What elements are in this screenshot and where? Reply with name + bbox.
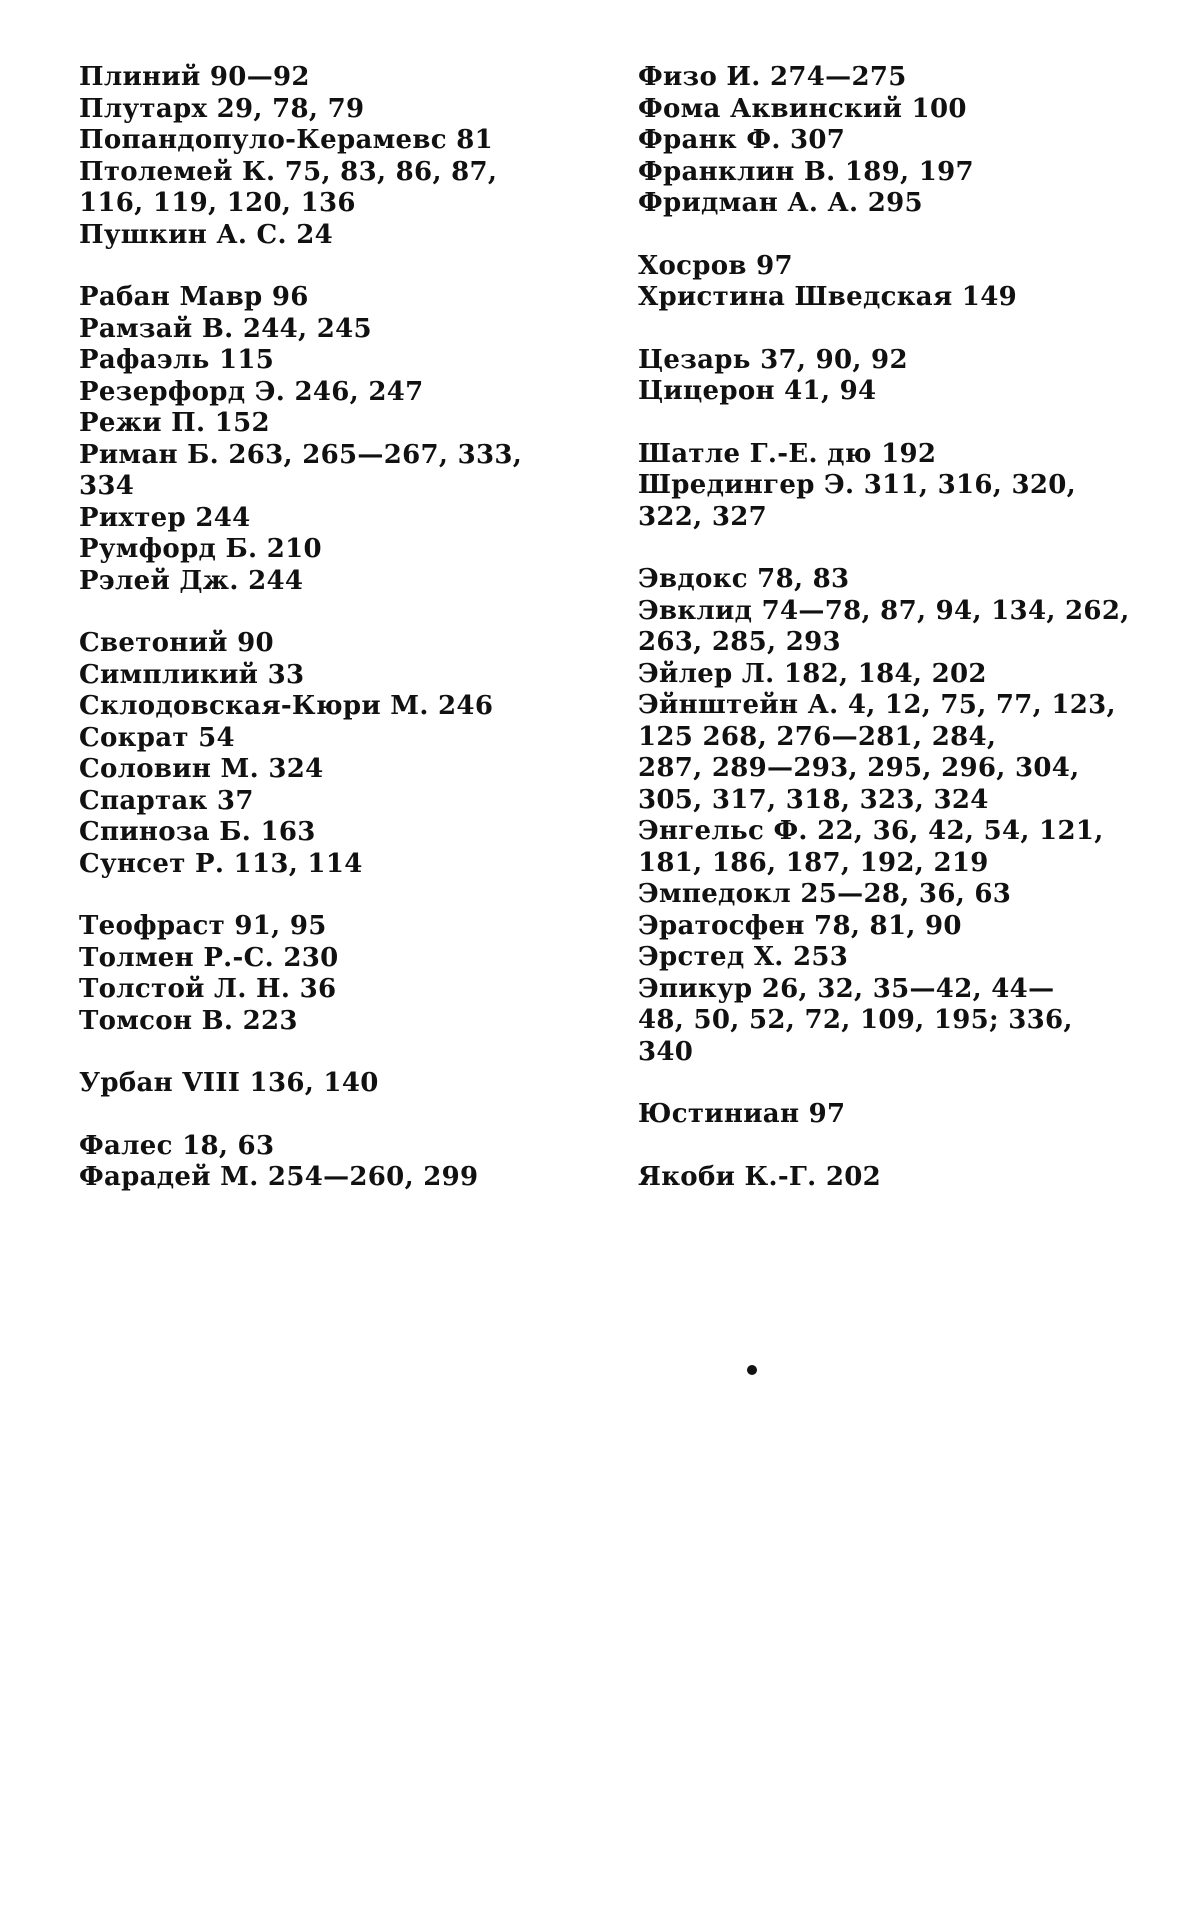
index-entry-text: Склодовская-Кюри М. 246 [79,691,494,721]
index-entry [638,439,1138,471]
index-entry [638,690,1138,816]
index-entry [638,1099,1138,1131]
index-entry-text: Фридман А. А. 295 [638,188,923,218]
index-entry-text: Сунсет Р. 113, 114 [79,848,363,879]
index-entry-text: Томсон В. 223 [79,1005,298,1036]
index-entry-text: Пушкин А. С. 24 [79,219,334,250]
index-entry-continuation: 48, 50, 52, 72, 109, 195; 336, [638,1005,1073,1035]
index-entry [638,251,1138,283]
index-entry [638,816,1138,879]
index-entry [638,911,1138,943]
index-entry [79,220,599,252]
index-entry-text: Спартак 37 [79,785,254,816]
index-entry-text: Режи П. 152 [79,408,270,438]
index-entry [79,503,599,535]
index-entry-text: Энгельс Ф. 22, 36, 42, 54, 121, [638,816,1104,846]
index-entry-text: Эвклид 74—78, 87, 94, 134, 262, [638,595,1130,626]
index-entry [79,817,599,849]
index-entry [79,628,599,660]
index-entry [638,125,1138,157]
index-entry-text: Эпикур 26, 32, 35—42, 44— [638,973,1055,1004]
index-entry-text: Рабан Мавр 96 [79,282,309,312]
index-entry-text: Сократ 54 [79,722,235,753]
index-entry-text: Эйлер Л. 182, 184, 202 [638,658,987,689]
index-entry-text: Цезарь 37, 90, 92 [638,344,908,375]
index-entry [638,62,1138,94]
index-entry-text: Христина Шведская 149 [638,282,1017,312]
index-letter-group [79,1068,599,1100]
index-entry [79,974,599,1006]
index-entry-continuation: 340 [638,1036,694,1067]
index-entry-text: Якоби К.-Г. 202 [638,1161,882,1192]
index-entry [79,408,599,440]
index-entry-continuation: 305, 317, 318, 323, 324 [638,784,989,815]
index-entry [79,660,599,692]
index-entry [638,942,1138,974]
index-entry-text: Фарадей М. 254—260, 299 [79,1162,479,1192]
index-entry-continuation: 263, 285, 293 [638,627,841,657]
index-entry [638,564,1138,596]
index-entry [79,691,599,723]
index-entry [79,911,599,943]
index-entry-text: Румфорд Б. 210 [79,534,322,564]
index-entry-continuation: 116, 119, 120, 136 [79,188,356,218]
index-entry [638,1162,1138,1194]
index-entry [79,1006,599,1038]
index-entry-text: Симпликий 33 [79,659,305,690]
index-letter-group [79,282,599,597]
index-column-left [79,62,599,1225]
index-entry [79,282,599,314]
index-entry [79,534,599,566]
index-entry-text: Физо И. 274—275 [638,62,907,92]
index-entry [79,125,599,157]
index-entry [638,596,1138,659]
index-entry [638,188,1138,220]
index-entry-text: Рихтер 244 [79,502,251,533]
index-entry-text: Эвдокс 78, 83 [638,564,850,594]
ink-speck [747,1365,757,1375]
index-entry [79,849,599,881]
index-letter-group [638,62,1138,220]
index-entry [79,754,599,786]
index-entry [79,1131,599,1163]
index-entry-continuation: 181, 186, 187, 192, 219 [638,847,989,878]
index-entry [79,1068,599,1100]
index-letter-group [638,345,1138,408]
index-entry [79,62,599,94]
index-entry-text: Эйнштейн А. 4, 12, 75, 77, 123, [638,690,1116,720]
index-entry [79,786,599,818]
index-letter-group [638,1099,1138,1131]
index-entry-text: Эрстед Х. 253 [638,942,849,972]
index-entry [79,94,599,126]
index-entry-text: Хосров 97 [638,250,793,281]
index-entry-text: Рамзай В. 244, 245 [79,313,372,344]
index-entry [79,566,599,598]
index-column-right [638,62,1138,1224]
index-entry [638,879,1138,911]
index-entry-text: Фома Аквинский 100 [638,93,967,124]
index-entry-text: Франк Ф. 307 [638,125,846,155]
index-letter-group [638,1162,1138,1194]
index-letter-group [79,628,599,880]
index-entry-text: Соловин М. 324 [79,754,324,784]
index-entry-text: Шатле Г.-Е. дю 192 [638,438,937,469]
index-entry-text: Эмпедокл 25—28, 36, 63 [638,879,1012,909]
index-entry [638,659,1138,691]
index-entry [79,723,599,755]
index-entry-continuation: 125 268, 276—281, 284, [638,721,997,752]
index-entry-text: Фалес 18, 63 [79,1130,275,1161]
index-entry [638,282,1138,314]
index-entry-text: Плутарх 29, 78, 79 [79,93,365,124]
index-entry-continuation: 322, 327 [638,501,768,532]
index-entry [638,470,1138,533]
index-entry-continuation: 334 [79,471,135,501]
index-entry-text: Цицерон 41, 94 [638,376,877,406]
index-entry-text: Резерфорд Э. 246, 247 [79,376,424,407]
index-entry-text: Рафаэль 115 [79,345,275,375]
index-letter-group [79,911,599,1037]
index-letter-group [638,439,1138,534]
index-entry [638,94,1138,126]
index-entry-text: Плиний 90—92 [79,62,310,92]
index-entry [638,974,1138,1069]
index-entry [79,943,599,975]
index-entry [79,345,599,377]
index-entry-text: Рэлей Дж. 244 [79,565,304,596]
index-entry-continuation: 287, 289—293, 295, 296, 304, [638,753,1080,783]
index-entry-text: Франклин В. 189, 197 [638,156,974,187]
index-entry [638,376,1138,408]
index-entry-text: Светоний 90 [79,628,274,658]
index-entry [638,157,1138,189]
index-entry [79,314,599,346]
index-letter-group [79,62,599,251]
index-entry-text: Спиноза Б. 163 [79,817,316,847]
index-entry [79,377,599,409]
index-entry-text: Юстиниан 97 [638,1099,846,1129]
index-entry-text: Попандопуло-Керамевс 81 [79,125,493,155]
index-entry-text: Урбан VIII 136, 140 [79,1068,379,1098]
index-entry-text: Теофраст 91, 95 [79,911,327,941]
index-entry-text: Шредингер Э. 311, 316, 320, [638,470,1077,500]
index-entry-text: Толстой Л. Н. 36 [79,974,337,1004]
index-entry-text: Птолемей К. 75, 83, 86, 87, [79,156,498,187]
index-letter-group [79,1131,599,1194]
index-entry [79,157,599,220]
index-entry [638,345,1138,377]
index-entry-text: Толмен Р.-С. 230 [79,942,339,973]
index-letter-group [638,251,1138,314]
index-entry [79,1162,599,1194]
index-letter-group [638,564,1138,1068]
index-entry-text: Эратосфен 78, 81, 90 [638,910,962,941]
index-entry [79,440,599,503]
index-entry-text: Риман Б. 263, 265—267, 333, [79,439,523,470]
